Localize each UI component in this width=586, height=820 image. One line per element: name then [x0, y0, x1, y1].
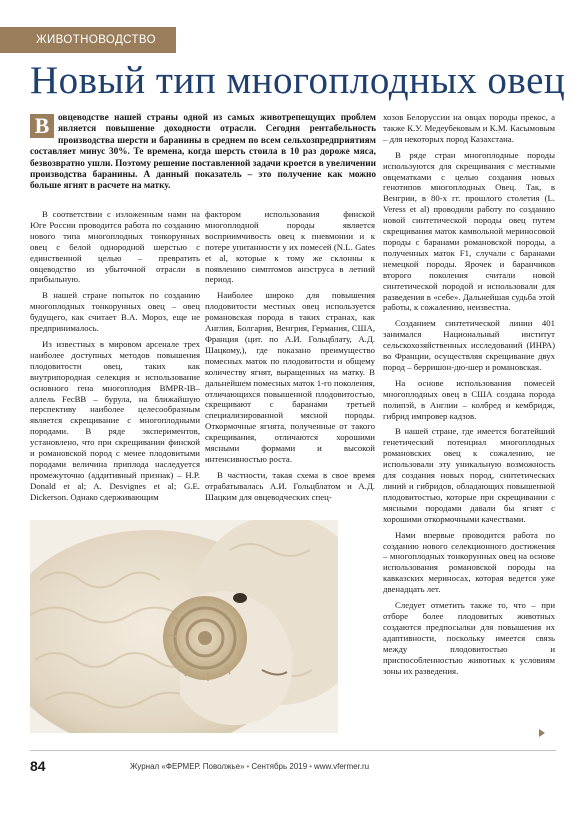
paragraph: Из известных в мировом арсенале трех наиболее доступных методов повышения плодовитости овец, таких как внутрипородная селекция и использование основного гена многоплодия BMPR-IB– аллель FecBB – бурула, на ближайшую перспективу наиболее целесообразным является скрещивание с многоплодными породами. В ряде экспериментов, установлено, что при скрещивании финской и романовской пород с менее плодовитыми породами величина приплода наследуется промежуточно (аддитивный признак) – H.P. Donald et al; A. Desvignes et al; G.E. Dickerson. Однако сдерживающим [30, 338, 200, 502]
text-column-1 [30, 209, 200, 508]
footer-credits [130, 762, 369, 771]
section-tab [0, 27, 176, 53]
paragraph: Нами впервые проводится работа по созданию нового селекционного достижения – многоплодных тонкорунных овец на основе использования романовской породы на кавказских мериносах, которая ведется уже двенадцать лет. [383, 529, 555, 595]
article-lead [30, 113, 376, 193]
issue-date: Сентябрь 2019 [251, 762, 308, 771]
article-title: Новый тип многоплодных овец [30, 59, 566, 102]
text-column-2 [205, 209, 375, 508]
paragraph: В нашей стране, где имеется богатейший генетический потенциал многоплодных романовских овец к сожалению, не использовали эту уникальную возможность для создания новых пород, синтетических линий и гибридов, обладающих повышенной плодовитостью, которые при скрещивании с мясными породами давали бы ягнят с хорошими откормочными качествами. [383, 426, 555, 524]
paragraph: В частности, такая схема в свое время отрабатывалась А.И. Гольцблатом и А.Д. Шацким для овцеводческих спец- [205, 469, 375, 502]
text-column-3 [383, 112, 555, 681]
paragraph: Следует отметить также то, что – при отборе более плодовитых животных создаются предпосылки для повышения их адаптивности, поскольку имеется связь между плодовитостью и приспособленностью животных к условиям зоны их разведения. [383, 600, 555, 676]
website-link[interactable]: www.vfermer.ru [314, 762, 370, 771]
page-number: 84 [30, 758, 46, 774]
drop-cap: В [30, 114, 54, 138]
paragraph: В нашей стране попыток по созданию многоплодных тонкорунных овец – овец будущего, как считает В.А. Мороз, еще не предпринималось. [30, 290, 200, 334]
continue-arrow-icon [539, 729, 545, 737]
paragraph: Наиболее широко для повышения плодовитости местных овец используется романовская порода в таких странах, как Англия, Болгария, Венгрия, Германия, США, Франция (цит. по А.И. Гольцблату, А.Д. Шацкому,), где показано преимущество помесных маток по плодовитости и общему количеству ягнят, выращенных на матку. В дальнейшем помесных маток 1-го поколения, отличающихся повышенной плодовитостью, скрещивают с баранами третьей специализированной мясной породы. Откормочные ягнята, полученные от такого скрещивания, отличаются хорошими мясными формами и высокой интенсивностью роста. [205, 290, 375, 464]
ram-illustration [30, 520, 338, 733]
separator: • [246, 762, 250, 771]
ram-photo [30, 520, 338, 733]
section-label: ЖИВОТНОВОДСТВО [36, 34, 156, 46]
separator: • [309, 762, 312, 771]
paragraph: В соответствии с изложенным нами на Юге России проводится работа по созданию нового типа многоплодных тонкорунных овец с белой однородной шерстью с единственной целью – превратить овцеводство из убыточной отрасли в прибыльную. [30, 209, 200, 285]
lead-text: овцеводстве нашей страны одной из самых животрепещущих проблем является повышение доходности отрасли. Сегодня рентабельность производства шерсти и баранины в среднем по всем сельхозпредприятиям составляет минус 30%. Те времена, когда шерсть стоила в 10 раз дороже мяса, безвозвратно ушли. Поэтому решение поставленной задачи кроется в увеличении производства баранины. А данный показатель – это получение как можно больше ягнят в расчете на матку. [30, 113, 376, 192]
paragraph: фактором использования финской многоплодной породы является восприимчивость овец к пневмонии и к потере упитанности у их помесей (N.L. Gates et al, которые к тому же склонны к появлению симптомов анэструса в летний период. [205, 209, 375, 285]
paragraph: В ряде стран многоплодные породы используются для скрещивания с местными овцематками с целью создания новых генотипов многоплодных Овец. Так, в Венгрии, в 80-х гг. прошлого столетия (L. Veress et al) проводили работу по созданию новой синтетической породы овец путем скрещивания маток камвольной мериносовой породы с баранами романовской породы, а полученных маток F1, случали с баранами немецкой породы. Ярочек и баранчиков второго поколения считали новой синтетической породой и использовали для разведения в «себе». Дальнейшая судьба этой работы, к сожалению, неизвестна. [383, 149, 555, 313]
journal-name: Журнал «ФЕРМЕР. Поволжье» [130, 762, 245, 771]
paragraph: хозов Белоруссии на овцах породы прекос, а также К.У. Медеубековым и К.М. Касымовым – для некоторых пород Казахстана. [383, 112, 555, 144]
paragraph: Созданием синтетической линии 401 занималcя Национальный институт сельскохозяйственных исследований (ИНРА) во Франции, осуществляя скрещивание двух пород – берришон-дю-шер и романовская. [383, 318, 555, 372]
paragraph: На основе использования помесей многоплодных овец в США создана порода полипэй, в Англии – колбред и кембридж, гибрид импровер кадзов. [383, 377, 555, 421]
footer-divider [30, 750, 556, 751]
